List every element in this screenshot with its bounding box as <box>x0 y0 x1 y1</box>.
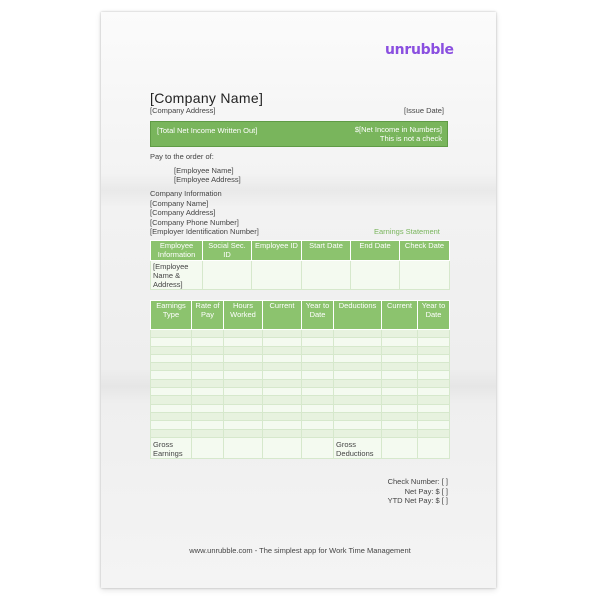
table-cell <box>192 404 224 412</box>
table-cell <box>263 330 302 338</box>
table-cell <box>224 421 263 429</box>
table-cell <box>192 412 224 420</box>
table-cell <box>400 261 450 290</box>
table-cell <box>192 354 224 362</box>
col-header: Rate of Pay <box>192 301 224 330</box>
table-cell <box>334 396 382 404</box>
table-cell <box>418 412 450 420</box>
table-cell <box>302 421 334 429</box>
table-cell <box>263 363 302 371</box>
table-cell <box>224 388 263 396</box>
table-cell <box>224 396 263 404</box>
col-header: Employee ID <box>252 241 302 261</box>
check-number: Check Number: [ ] <box>387 477 448 486</box>
table-cell <box>302 388 334 396</box>
net-pay: Net Pay: $ [ ] <box>404 487 448 496</box>
table-cell <box>382 388 418 396</box>
employee-name-address-cell: [Employee Name & Address] <box>151 261 203 290</box>
table-row <box>151 421 450 429</box>
table-cell <box>382 379 418 387</box>
company-name-heading: [Company Name] <box>150 90 264 106</box>
table-cell <box>382 346 418 354</box>
table-cell <box>302 346 334 354</box>
table-row <box>151 388 450 396</box>
employee-address: [Employee Address] <box>174 175 241 184</box>
table-cell <box>151 412 192 420</box>
table-cell <box>224 429 263 437</box>
table-cell <box>263 371 302 379</box>
table-cell <box>151 330 192 338</box>
table-cell <box>224 379 263 387</box>
table-row <box>151 363 450 371</box>
table-cell <box>302 338 334 346</box>
table-cell <box>192 396 224 404</box>
table-cell <box>151 363 192 371</box>
table-cell <box>334 354 382 362</box>
col-header: Check Date <box>400 241 450 261</box>
table-cell <box>302 371 334 379</box>
table-row <box>151 404 450 412</box>
table-cell <box>224 404 263 412</box>
table-cell <box>151 429 192 437</box>
earnings-rows <box>151 330 450 438</box>
table-cell <box>302 437 334 458</box>
company-info-line: [Company Phone Number] <box>150 218 239 227</box>
col-header: Employee Information <box>151 241 203 261</box>
col-header: Start Date <box>302 241 351 261</box>
col-header: Deductions <box>334 301 382 330</box>
table-cell <box>334 330 382 338</box>
table-cell <box>151 371 192 379</box>
table-cell <box>263 346 302 354</box>
table-cell <box>192 346 224 354</box>
table-cell <box>252 261 302 290</box>
not-a-check-note: This is not a check <box>379 134 442 143</box>
table-cell <box>334 421 382 429</box>
pay-to-label: Pay to the order of: <box>150 152 214 161</box>
table-cell <box>418 396 450 404</box>
table-row <box>151 330 450 338</box>
gross-deductions-cell: Gross Deductions <box>334 437 382 458</box>
table-row <box>151 379 450 387</box>
table-cell <box>224 412 263 420</box>
table-cell <box>302 404 334 412</box>
table-cell <box>418 338 450 346</box>
table-cell <box>224 363 263 371</box>
table-cell <box>263 412 302 420</box>
employee-name: [Employee Name] <box>174 166 234 175</box>
col-header: End Date <box>351 241 400 261</box>
table-cell <box>418 363 450 371</box>
table-cell <box>302 379 334 387</box>
table-cell <box>151 421 192 429</box>
table-cell <box>151 379 192 387</box>
ytd-net-pay: YTD Net Pay: $ [ ] <box>387 496 448 505</box>
company-info-title: Company Information <box>150 189 222 198</box>
col-header: Social Sec. ID <box>203 241 252 261</box>
table-cell <box>302 330 334 338</box>
table-cell <box>263 437 302 458</box>
table-cell <box>263 388 302 396</box>
table-cell <box>263 396 302 404</box>
table-cell <box>192 388 224 396</box>
table-cell <box>224 330 263 338</box>
table-cell <box>192 363 224 371</box>
table-cell <box>151 388 192 396</box>
table-cell <box>151 396 192 404</box>
table-cell <box>382 429 418 437</box>
table-row <box>151 412 450 420</box>
table-cell <box>203 261 252 290</box>
table-cell <box>351 261 400 290</box>
table-cell <box>382 412 418 420</box>
col-header: Hours Worked <box>224 301 263 330</box>
unrubble-logo: unrubble <box>385 42 454 58</box>
table-row <box>151 396 450 404</box>
table-cell <box>302 396 334 404</box>
table-cell <box>382 371 418 379</box>
table-cell <box>151 346 192 354</box>
table-cell <box>382 421 418 429</box>
table-cell <box>382 437 418 458</box>
table-cell <box>192 371 224 379</box>
table-cell <box>334 338 382 346</box>
table-cell <box>224 371 263 379</box>
table-cell <box>302 412 334 420</box>
table-cell <box>192 338 224 346</box>
table-cell <box>302 354 334 362</box>
table-cell <box>263 354 302 362</box>
net-income-written: [Total Net Income Written Out] <box>157 126 258 135</box>
earnings-statement-label: Earnings Statement <box>374 227 440 236</box>
table-row <box>151 371 450 379</box>
table-cell <box>263 379 302 387</box>
table-cell <box>418 379 450 387</box>
table-cell <box>334 346 382 354</box>
col-header: Year to Date <box>418 301 450 330</box>
table-cell <box>151 404 192 412</box>
table-cell <box>263 429 302 437</box>
table-cell <box>382 404 418 412</box>
col-header: Current <box>382 301 418 330</box>
footer-text: www.unrubble.com - The simplest app for Work Time Management <box>189 546 411 555</box>
table-cell <box>151 338 192 346</box>
table-cell <box>418 330 450 338</box>
table-cell <box>382 330 418 338</box>
table-cell <box>263 421 302 429</box>
table-cell <box>334 404 382 412</box>
net-income-amount: $[Net Income in Numbers] <box>354 125 442 134</box>
table-cell <box>192 437 224 458</box>
table-row <box>151 429 450 437</box>
table-cell <box>192 429 224 437</box>
issue-date: [Issue Date] <box>404 106 445 115</box>
table-cell <box>224 354 263 362</box>
table-cell <box>382 338 418 346</box>
company-info-line: [Employer Identification Number] <box>150 227 259 236</box>
table-cell <box>192 330 224 338</box>
table-cell <box>334 429 382 437</box>
table-row <box>151 354 450 362</box>
net-income-amount-block <box>355 125 442 143</box>
col-header: Year to Date <box>302 301 334 330</box>
table-cell <box>334 371 382 379</box>
col-header: Current <box>263 301 302 330</box>
table-cell <box>334 412 382 420</box>
table-cell <box>418 346 450 354</box>
net-income-banner <box>150 121 448 147</box>
company-info-line: [Company Name] <box>150 199 209 208</box>
table-cell <box>151 354 192 362</box>
table-cell <box>334 363 382 371</box>
table-cell <box>224 338 263 346</box>
table-cell <box>263 404 302 412</box>
table-row <box>151 346 450 354</box>
gross-earnings-cell: Gross Earnings <box>151 437 192 458</box>
table-cell <box>418 429 450 437</box>
table-cell <box>418 437 450 458</box>
table-row <box>151 338 450 346</box>
company-info-line: [Company Address] <box>150 208 216 217</box>
table-cell <box>334 379 382 387</box>
table-cell <box>382 363 418 371</box>
table-cell <box>192 379 224 387</box>
company-address: [Company Address] <box>150 106 216 115</box>
earnings-table <box>150 300 450 459</box>
table-cell <box>263 338 302 346</box>
table-cell <box>382 396 418 404</box>
table-cell <box>224 346 263 354</box>
table-cell <box>418 371 450 379</box>
table-cell <box>418 404 450 412</box>
table-cell <box>302 261 351 290</box>
table-cell <box>192 421 224 429</box>
table-cell <box>334 388 382 396</box>
employee-info-table <box>150 240 450 290</box>
table-cell <box>382 354 418 362</box>
table-cell <box>418 388 450 396</box>
table-cell <box>418 354 450 362</box>
table-cell <box>418 421 450 429</box>
table-cell <box>302 429 334 437</box>
table-cell <box>224 437 263 458</box>
table-cell <box>302 363 334 371</box>
col-header: Earnings Type <box>151 301 192 330</box>
